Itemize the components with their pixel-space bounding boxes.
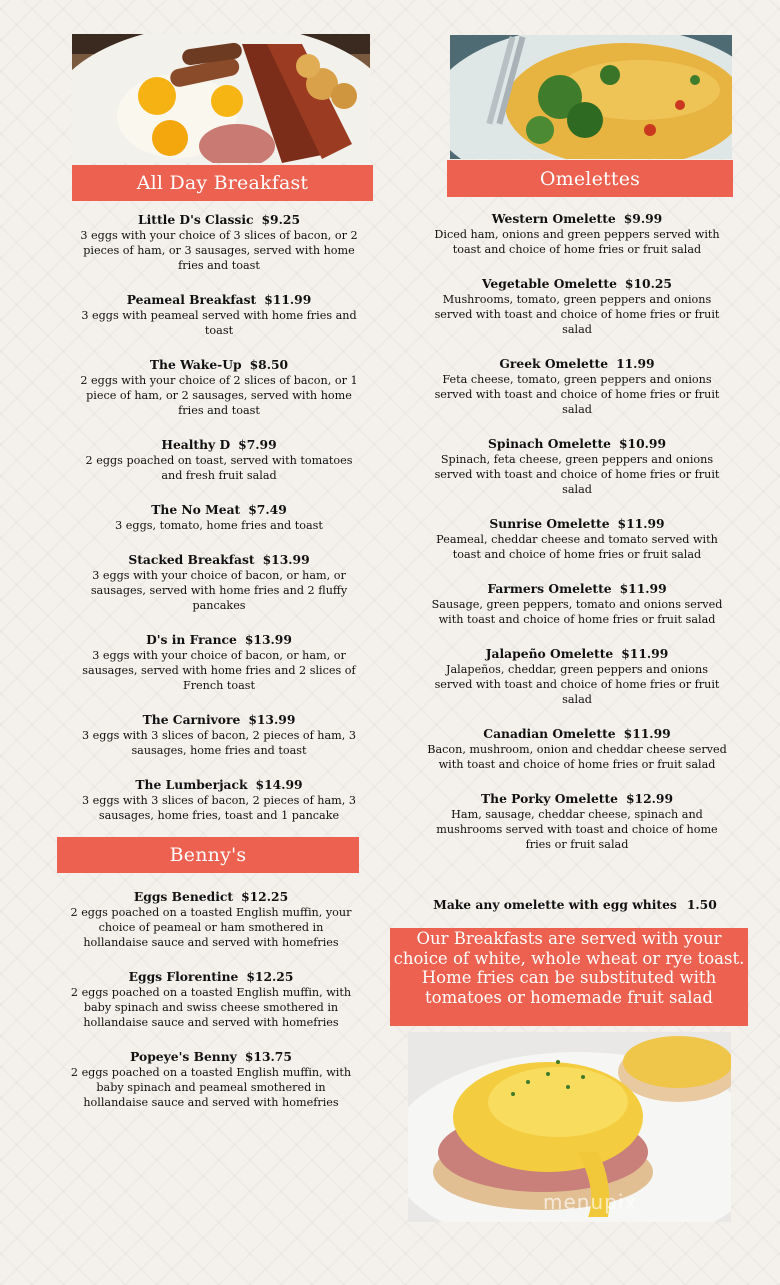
list-item — [426, 516, 728, 562]
omelettes-banner — [447, 160, 733, 197]
list-item — [70, 969, 352, 1030]
item-price: $11.99 — [619, 581, 667, 596]
item-name: Western Omelette — [491, 211, 616, 226]
item-description: 3 eggs with 3 slices of bacon, 2 pieces of ham, 3 sausages, home fries and toast — [81, 729, 357, 757]
list-item — [426, 581, 728, 627]
list-item — [78, 777, 360, 823]
item-price: $7.99 — [238, 437, 277, 452]
item-name: Peameal Breakfast — [126, 292, 257, 307]
item-name: The Carnivore — [142, 712, 241, 727]
item-description: 3 eggs with peameal served with home fries and toast — [81, 309, 357, 337]
item-price: $12.99 — [625, 791, 674, 806]
benedict-photo — [408, 1032, 731, 1222]
list-item — [78, 212, 360, 273]
bennys-list — [70, 889, 352, 1129]
item-description: 3 eggs with your choice of bacon, or ham, or sausages, served with home fries and 2 fluffy pancakes — [90, 569, 348, 612]
callout-line-toast: Our Breakfasts are served with your choice of white, whole wheat or rye toast. — [393, 929, 745, 968]
egg-whites-price: 1.50 — [686, 897, 717, 912]
item-description: 3 eggs with your choice of 3 slices of bacon, or 2 pieces of ham, or 3 sausages, served with home fries and toast — [80, 229, 358, 272]
item-description: 2 eggs poached on toast, served with tomatoes and fresh fruit salad — [85, 454, 353, 482]
list-item — [78, 437, 360, 483]
item-description: 2 eggs poached on a toasted English muffin, with baby spinach and swiss cheese smothered in hollandaise sauce and served with homefries — [70, 986, 352, 1029]
item-price: $7.49 — [248, 502, 287, 517]
list-item — [426, 436, 728, 497]
item-description: Feta cheese, tomato, green peppers and onions served with toast and choice of home fries or fruit salad — [434, 373, 720, 416]
item-description: 2 eggs poached on a toasted English muffin, your choice of peameal or ham smothered in hollandaise sauce and served with homefries — [70, 906, 352, 949]
item-price: $13.99 — [248, 712, 296, 727]
list-item — [70, 1049, 352, 1110]
item-name: Jalapeño Omelette — [485, 646, 614, 661]
toast-callout — [390, 928, 748, 1026]
item-name: Sunrise Omelette — [489, 516, 610, 531]
breakfast-banner — [72, 165, 373, 201]
list-item — [78, 292, 360, 338]
item-price: $13.75 — [244, 1049, 292, 1064]
item-price: $9.25 — [261, 212, 301, 227]
list-item — [78, 632, 360, 693]
item-name: Greek Omelette — [499, 356, 609, 371]
item-name: D's in France — [146, 632, 237, 647]
item-name: Eggs Benedict — [133, 889, 234, 904]
list-item — [70, 889, 352, 950]
item-description: Peameal, cheddar cheese and tomato served with toast and choice of home fries or fruit salad — [436, 533, 718, 561]
list-item — [426, 646, 728, 707]
list-item — [78, 712, 360, 758]
item-name: Canadian Omelette — [483, 726, 616, 741]
item-name: Spinach Omelette — [487, 436, 611, 451]
item-name: The No Meat — [151, 502, 241, 517]
omelettes-list — [426, 211, 728, 871]
callout-line-substitute: Home fries can be substituted with tomatoes or homemade fruit salad — [421, 968, 717, 1007]
item-price: $10.99 — [618, 436, 667, 451]
watermark: menupix — [543, 1190, 638, 1214]
item-description: Spinach, feta cheese, green peppers and onions served with toast and choice of home fries or fruit salad — [434, 453, 720, 496]
egg-whites-note — [410, 897, 740, 912]
list-item — [426, 726, 728, 772]
item-price: $11.99 — [264, 292, 312, 307]
item-price: $11.99 — [621, 646, 669, 661]
list-item — [426, 276, 728, 337]
omelette-photo — [450, 35, 732, 159]
item-name: Eggs Florentine — [128, 969, 239, 984]
item-description: 3 eggs with 3 slices of bacon, 2 pieces of ham, 3 sausages, home fries, toast and 1 pancake — [81, 794, 357, 822]
list-item — [426, 211, 728, 257]
item-description: Jalapeños, cheddar, green peppers and onions served with toast and choice of home fries or fruit salad — [434, 663, 720, 706]
item-description: Ham, sausage, cheddar cheese, spinach and mushrooms served with toast and choice of home fries or fruit salad — [436, 808, 718, 851]
item-description: 3 eggs, tomato, home fries and toast — [115, 519, 323, 532]
item-description: 2 eggs poached on a toasted English muffin, with baby spinach and peameal smothered in hollandaise sauce and served with homefries — [70, 1066, 352, 1109]
item-price: $10.25 — [624, 276, 672, 291]
item-name: Vegetable Omelette — [482, 276, 617, 291]
item-name: The Wake-Up — [149, 357, 242, 372]
item-description: 2 eggs with your choice of 2 slices of bacon, or 1 piece of ham, or 2 sausages, served with home fries and toast — [80, 374, 358, 417]
list-item — [426, 356, 728, 417]
list-item — [78, 357, 360, 418]
item-price: $8.50 — [249, 357, 289, 372]
item-description: 3 eggs with your choice of bacon, or ham, or sausages, served with home fries and 2 slices of French toast — [82, 649, 356, 692]
item-name: Little D's Classic — [137, 212, 254, 227]
bennys-title: Benny's — [169, 844, 247, 866]
item-price: $12.25 — [246, 969, 294, 984]
item-price: $13.99 — [244, 632, 292, 647]
egg-whites-label: Make any omelette with egg whites — [433, 897, 677, 912]
item-price: $14.99 — [255, 777, 303, 792]
item-name: The Porky Omelette — [480, 791, 618, 806]
item-name: The Lumberjack — [135, 777, 248, 792]
breakfast-photo — [72, 34, 370, 163]
breakfast-list — [78, 212, 360, 842]
item-name: Popeye's Benny — [130, 1049, 237, 1064]
item-name: Healthy D — [161, 437, 231, 452]
item-description: Bacon, mushroom, onion and cheddar cheese served with toast and choice of home fries or fruit salad — [427, 743, 727, 771]
item-description: Mushrooms, tomato, green peppers and onions served with toast and choice of home fries or fruit salad — [434, 293, 720, 336]
item-price: $9.99 — [623, 211, 663, 226]
item-price: $11.99 — [623, 726, 671, 741]
item-price: $12.25 — [241, 889, 289, 904]
omelettes-title: Omelettes — [539, 167, 641, 190]
item-price: $11.99 — [617, 516, 665, 531]
list-item — [78, 502, 360, 533]
item-name: Stacked Breakfast — [128, 552, 255, 567]
list-item — [78, 552, 360, 613]
item-name: Farmers Omelette — [487, 581, 612, 596]
item-description: Sausage, green peppers, tomato and onions served with toast and choice of home fries or fruit salad — [431, 598, 723, 626]
item-price: 11.99 — [616, 356, 655, 371]
item-description: Diced ham, onions and green peppers served with toast and choice of home fries or fruit salad — [434, 228, 720, 256]
breakfast-title: All Day Breakfast — [136, 172, 309, 194]
bennys-banner — [57, 837, 359, 873]
list-item — [426, 791, 728, 852]
item-price: $13.99 — [262, 552, 310, 567]
